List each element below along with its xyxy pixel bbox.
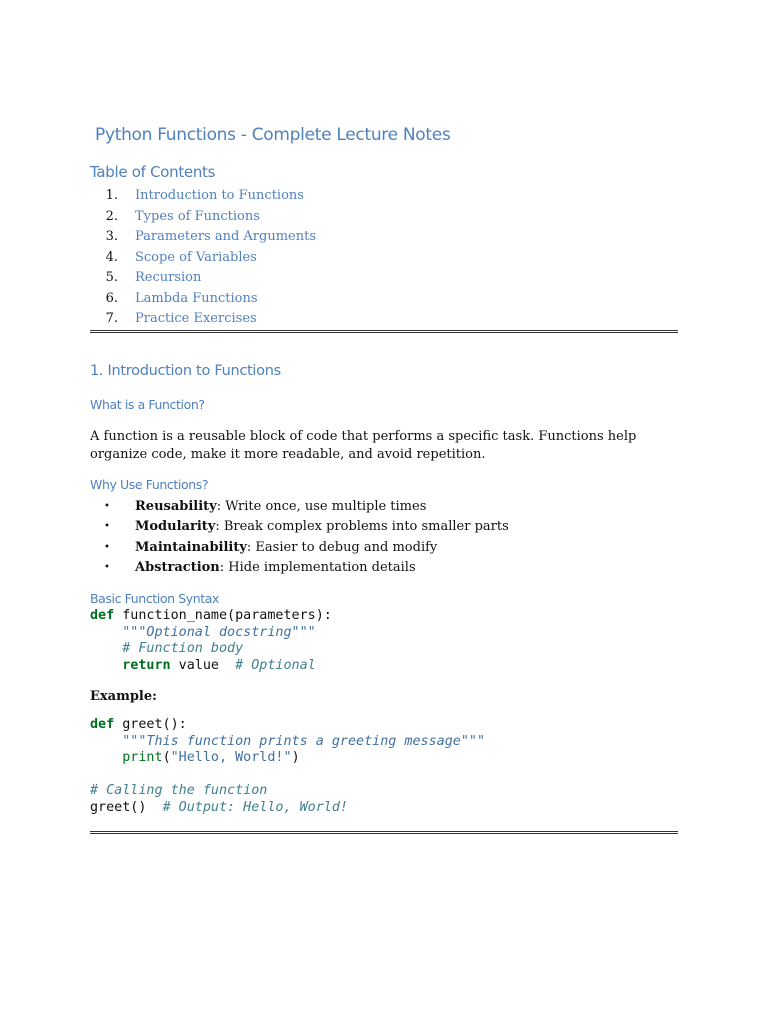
code-keyword: def <box>90 608 115 623</box>
horizontal-rule <box>90 330 678 333</box>
list-item <box>90 538 509 558</box>
code-indent <box>90 750 122 765</box>
code-block-example <box>90 717 485 816</box>
table-of-contents <box>90 186 316 330</box>
code-text: greet(): <box>114 717 187 732</box>
document-title: Python Functions - Complete Lecture Notes <box>95 125 451 145</box>
toc-link[interactable]: Scope of Variables <box>135 249 257 265</box>
code-block-syntax <box>90 608 332 674</box>
bullet-text: : Break complex problems into smaller parts <box>215 519 509 535</box>
toc-link[interactable]: Recursion <box>135 270 202 285</box>
toc-item <box>90 227 316 248</box>
bullet-glyph: • <box>104 501 110 512</box>
horizontal-rule <box>90 831 678 834</box>
code-builtin: print <box>122 750 163 765</box>
bullet-glyph: • <box>104 561 110 573</box>
list-item <box>90 517 509 537</box>
code-comment: # Function body <box>122 641 244 656</box>
benefits-list <box>90 497 509 578</box>
toc-link[interactable]: Lambda Functions <box>135 290 258 306</box>
toc-item <box>90 207 316 228</box>
bullet-term: Modularity <box>135 519 216 535</box>
bullet-text: : Hide implementation details <box>219 559 416 575</box>
toc-item <box>90 186 316 207</box>
toc-link[interactable]: Practice Exercises <box>135 311 257 326</box>
code-docstring: """This function prints a greeting message""" <box>122 733 486 749</box>
bullet-content <box>135 497 426 517</box>
code-comment: # Optional <box>235 657 316 673</box>
example-label: Example: <box>90 689 157 704</box>
list-item <box>90 558 509 578</box>
toc-number: 5. <box>105 270 118 285</box>
bullet-text: : Easier to debug and modify <box>246 539 438 555</box>
toc-number: 3. <box>105 229 118 244</box>
paragraph-definition: A function is a reusable block of code that performs a specific task. Functions help organize code, make it more readable, and avoid repetition. <box>90 429 637 462</box>
subheading-basic-syntax: Basic Function Syntax <box>90 591 220 606</box>
toc-number: 2. <box>105 208 118 224</box>
toc-number: 6. <box>105 290 118 306</box>
subheading-what-is-function: What is a Function? <box>90 397 205 412</box>
code-text: greet() <box>90 799 163 815</box>
toc-item <box>90 289 316 310</box>
code-indent <box>90 641 122 656</box>
toc-item <box>90 309 316 330</box>
bullet-term: Abstraction <box>135 559 220 575</box>
bullet-glyph: • <box>104 521 110 533</box>
toc-number: 4. <box>105 249 118 265</box>
toc-item <box>90 268 316 289</box>
section-heading: 1. Introduction to Functions <box>90 363 281 379</box>
bullet-glyph: • <box>104 541 110 553</box>
subheading-why-use-functions: Why Use Functions? <box>90 477 209 492</box>
code-keyword: return <box>122 657 171 673</box>
bullet-content <box>135 538 437 558</box>
code-comment: # Calling the function <box>90 783 268 798</box>
list-item <box>90 497 509 517</box>
toc-number: 1. <box>105 188 118 203</box>
toc-link[interactable]: Parameters and Arguments <box>135 229 316 244</box>
code-text: ) <box>291 750 300 765</box>
code-indent <box>90 734 122 749</box>
bullet-content <box>135 558 416 578</box>
toc-link[interactable]: Types of Functions <box>135 208 260 224</box>
code-indent <box>90 658 122 673</box>
bullet-term: Maintainability <box>135 539 247 555</box>
bullet-term: Reusability <box>135 499 217 514</box>
code-text: ( <box>162 750 171 765</box>
toc-heading: Table of Contents <box>90 163 216 181</box>
code-text: value <box>170 657 236 673</box>
toc-item <box>90 248 316 269</box>
bullet-text: : Write once, use multiple times <box>216 499 427 514</box>
code-text: function_name(parameters): <box>114 608 332 623</box>
code-comment: # Output: Hello, World! <box>162 799 348 815</box>
code-docstring: """Optional docstring""" <box>122 624 316 640</box>
code-indent <box>90 625 122 640</box>
code-keyword: def <box>90 717 115 732</box>
toc-link[interactable]: Introduction to Functions <box>135 188 304 203</box>
code-string: "Hello, World!" <box>170 750 292 765</box>
toc-number: 7. <box>105 311 118 326</box>
bullet-content <box>135 517 509 537</box>
